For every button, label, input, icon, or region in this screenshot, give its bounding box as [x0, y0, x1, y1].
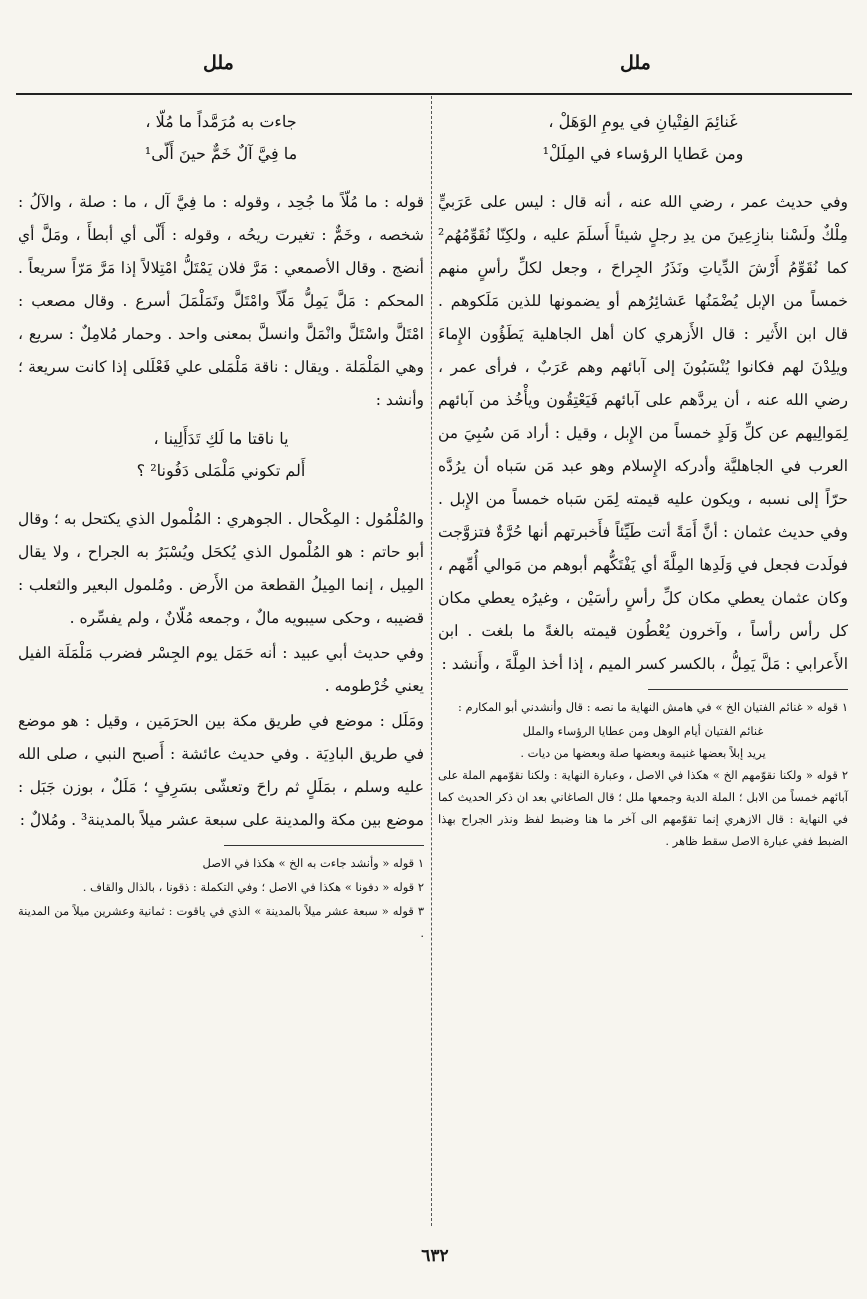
footnote-separator [224, 845, 424, 846]
column-divider [431, 96, 432, 1226]
footnote-verse-line: يريد إبلاً بعضها غنيمة وبعضها صلة وبعضها من ديات . [520, 746, 766, 760]
footnote-verse [438, 720, 848, 764]
right-verse [438, 106, 848, 170]
footnote: ٢ قوله « دفونا » هكذا في الاصل ؛ وفي التكملة : ذقونا ، بالذال والقاف . [82, 880, 424, 894]
right-column [438, 100, 848, 854]
header-right-word: ملل [620, 52, 651, 74]
body-paragraph: ومَلَل : موضع في طريق مكة بين الحرَمَين ، وقيل : هو موضع في طريق البادِيَة . وفي حديث عائشة : أَصبح النبي ، صلى الله عليه وسلم ، بمَلَلٍ ثم راحَ وتعشّى بسَرِفٍ ؛ مَلَلٌ ، بوزن جَبَل : موضع بين مكة والمدينة على سبعة عشر ميلاً بالمدينة³ . ومُلالٌ : [18, 712, 424, 829]
footnote: ١ قوله « وأنشد جاءت به الخ » هكذا في الاصل [202, 856, 424, 870]
footnote-verse-line: غنائم الفتيان أيام الوهل ومن عطايا الرؤساء والملل [522, 724, 764, 738]
footnote-separator [648, 689, 848, 690]
body-paragraph: وفي حديث أبي عبيد : أنه حَمَل يوم الجِسْر فضرب مَلْمَلَة الفيل يعني خُرْطومه . [18, 644, 424, 695]
left-column [18, 100, 424, 946]
footnote: ٣ قوله « سبعة عشر ميلاً بالمدينة » الذي في ياقوت : ثمانية وعشرين ميلاً من المدينة . [18, 904, 424, 940]
header-rule [16, 93, 852, 95]
page-number: ٦٣٢ [421, 1246, 449, 1266]
body-paragraph: والمُلْمُول : المِكْحال . الجوهري : المُلْمول الذي يكتحل به ؛ وقال أبو حاتم : هو المُلْمول الذي يُكحَل ويُسْبَرُ به الجراح ، ولا يقال المِيل ، إنما المِيلُ القطعة من الأَرض . ومُلمول البعير والثعلب : قضيبه ، وحكى سيبويه مالٌ ، وجمعه مُلّانٌ ، ولم يفسِّره . [18, 510, 424, 627]
left-verse-2 [18, 423, 424, 487]
verse-line: أَلم تكوني مَلْمَلى دَفُونا² ؟ [136, 461, 306, 480]
footnote: ١ قوله « غنائم الفتيان الخ » في هامش النهاية ما نصه : قال وأنشدني أبو المكارم : [457, 700, 848, 714]
header-left-word: ملل [203, 52, 234, 74]
verse-line: غَنائِمَ الفِتْيانِ في يومِ الوَهَلْ ، [548, 112, 738, 131]
body-paragraph: قوله : ما مُلّاً ما جُحِد ، وقوله : ما فِيَّ آل ، ما : صلة ، والآلُ : شخصه ، وخَمٌّ : تغيرت ريحُه ، وقوله : أَلّى أي أبطأَ ، ومَلَّ أي أنضج . وقال الأصمعي : مَرَّ فلان يَمْتَلُّ امْتِلالاً إذا مَرَّ مَرّاً سريعاً . المحكم : مَلَّ يَمِلُّ مَلّاً وامْتَلَّ وتَمَلْمَلَ أسرع . وقال مصعب : امْتَلَّ واسْتَلَّ وانْمَلَّ وانسلَّ بمعنى واحد . وحمار مُلامِلٌ : سريع ، وهي المَلْمَلة . ويقال : ناقة مَلْمَلى علي فَعْلَلى إذا كانت سريعة ؛ وأنشد : [18, 193, 424, 409]
verse-line: ومن عَطايا الرؤساء في المِلَلْ¹ [542, 144, 744, 163]
left-verse [18, 106, 424, 170]
verse-line: يا ناقتا ما لَكِ تَدَأَلِينا ، [153, 429, 289, 448]
verse-line: جاءت به مُرَمَّداً ما مُلّا ، [145, 112, 297, 131]
footnote: ٢ قوله « ولكنا نقوّمهم الخ » هكذا في الاصل ، وعبارة النهاية : ولكنا نقوّمهم الملة على آبائهم خمساً من الابل ؛ الملة الدية وجمعها ملل ؛ قال الصاغاني بعد ان ذكر الحديث كما في النهاية : قال الازهري إنما تقوّمهم الى آخر ما هنا وضبط لفظ ونذر الجراح بهذا الضبط ففي عبارة الاصل سقط ظاهر . [438, 768, 848, 848]
body-paragraph: وفي حديث عمر ، رضي الله عنه ، أنه قال : ليس على عَرَبيٍّ مِلْكٌ ولَسْنا بنازِعِينَ من يدِ رجلٍ شيئاً أَسلَمَ عليه ، ولكِنّا نُقَوِّمُهُم² كما نُقَوِّمُ أَرْشَ الدِّياتِ ونَذَرُ الجِراحَ ، وجعل لكلِّ رأسٍ منهم خمساً من الإبل يُضْمَنُها عَشائِرُهم أو يضمونها للذين مَلَكوهم . قال ابن الأَثير : قال الأَزهري كان أهل الجاهلية يَطَؤُون الإِماءَ ويلِدْنَ لهم فكانوا يُنْسَبُونَ إلى آبائهم وهم عَرَبٌ ، فرأى عمر ، رضي الله عنه ، أن يردَّهم على آبائهم فَيَعْتِقُون ويأْخُذ من آبائهم لِمَوالِيهم عن كلِّ وَلَدٍ خمساً من الإِبل ، وقيل : أراد مَن سُبِيَ من العرب في الجاهليَّة وأدركه الإِسلام وهو عبد مَن سَباه أن يرُدَّه حرّاً إلى نسبه ، ويكون عليه قيمته لِمَن سَباه خمساً من الإِبل . وفي حديث عثمان : أنَّ أَمَةً أتت طَيِّئاً فأَخبرتهم أنها حُرَّةٌ فتزوَّجت فولَدت فجعل في وَلَدِها المِلَّةَ أي يَفْتَكُّهم أبوهم من مَوالي أُمِّهم ، وكان عثمان يعطي مكان كلِّ رأسٍ رأسَيْن ، وغيرُه يعطي مكان كل رأس رأساً ، وآخرون يُعْطُون قيمته بالغةً ما بلغت . ابن الأَعرابي : مَلَّ يَمِلُّ ، بالكسر كسر الميم ، إذا أخذ المِلَّةَ ، وأَنشد : [438, 193, 849, 673]
verse-line: ما فِيَّ آلٌ خَمٌّ حينَ أَلّى¹ [144, 144, 298, 163]
